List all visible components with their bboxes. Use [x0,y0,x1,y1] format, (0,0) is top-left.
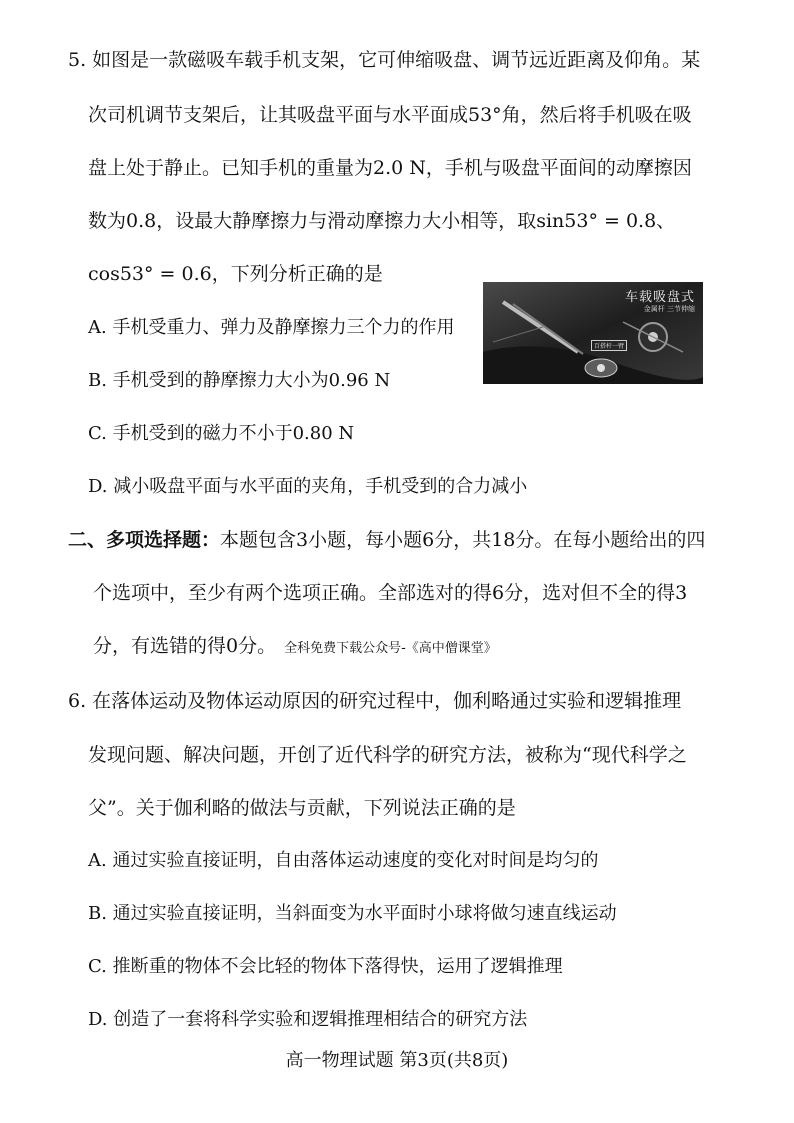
photo-subtitle-text: 金属杆 三节伸缩 [643,305,695,313]
q5-line-4: 数为0.8，设最大静摩擦力与滑动摩擦力大小相等，取sin53° = 0.8、 [88,210,676,232]
q5-line-2: 次司机调节支架后，让其吸盘平面与水平面成53°角，然后将手机吸在吸 [88,104,692,126]
photo-title-text: 车载吸盘式 [624,290,695,305]
page-footer: 高一物理试题 第3页(共8页) [285,1050,509,1071]
q6-option-b: B. 通过实验直接证明，当斜面变为水平面时小球将做匀速直线运动 [88,903,617,924]
q5-option-c: C. 手机受到的磁力不小于0.80 N [88,423,355,444]
q5-line-3: 盘上处于静止。已知手机的重量为2.0 N，手机与吸盘平面间的动摩擦因 [88,157,692,179]
section2-text-1: 本题包含3小题，每小题6分，共18分。在每小题给出的四 [220,529,706,551]
section2-line-3 [93,635,497,660]
download-note: 全科免费下载公众号-《高中僧课堂》 [284,641,497,656]
section2-line-2: 个选项中，至少有两个选项正确。全部选对的得6分，选对但不全的得3 [93,582,688,604]
section2-title: 二、多项选择题： [68,529,221,551]
q6-option-a: A. 通过实验直接证明，自由落体运动速度的变化对时间是均匀的 [88,850,599,871]
phone-holder-photo [483,282,703,384]
q5-option-a: A. 手机受重力、弹力及静摩擦力三个力的作用 [88,317,455,338]
photo-tag-text: 百搭杆一臂 [591,340,627,351]
q5-option-b: B. 手机受到的静摩擦力大小为0.96 N [88,370,391,391]
q6-line-3: 父”。关于伽利略的做法与贡献，下列说法正确的是 [88,797,516,819]
q6-option-c: C. 推断重的物体不会比轻的物体下落得快，运用了逻辑推理 [88,956,563,977]
section2-line-1 [68,529,705,551]
q5-line-1: 5. 如图是一款磁吸车载手机支架，它可伸缩吸盘、调节远近距离及仰角。某 [68,49,701,71]
q6-line-2: 发现问题、解决问题，开创了近代科学的研究方法，被称为“现代科学之 [88,744,687,766]
q5-option-d: D. 减小吸盘平面与水平面的夹角，手机受到的合力减小 [88,476,528,497]
q6-option-d: D. 创造了一套将科学实验和逻辑推理相结合的研究方法 [88,1009,528,1030]
q5-line-5: cos53° = 0.6，下列分析正确的是 [88,263,383,285]
q6-line-1: 6. 在落体运动及物体运动原因的研究过程中，伽利略通过实验和逻辑推理 [68,690,682,712]
section2-text-3: 分，有选错的得0分。 [93,635,277,657]
